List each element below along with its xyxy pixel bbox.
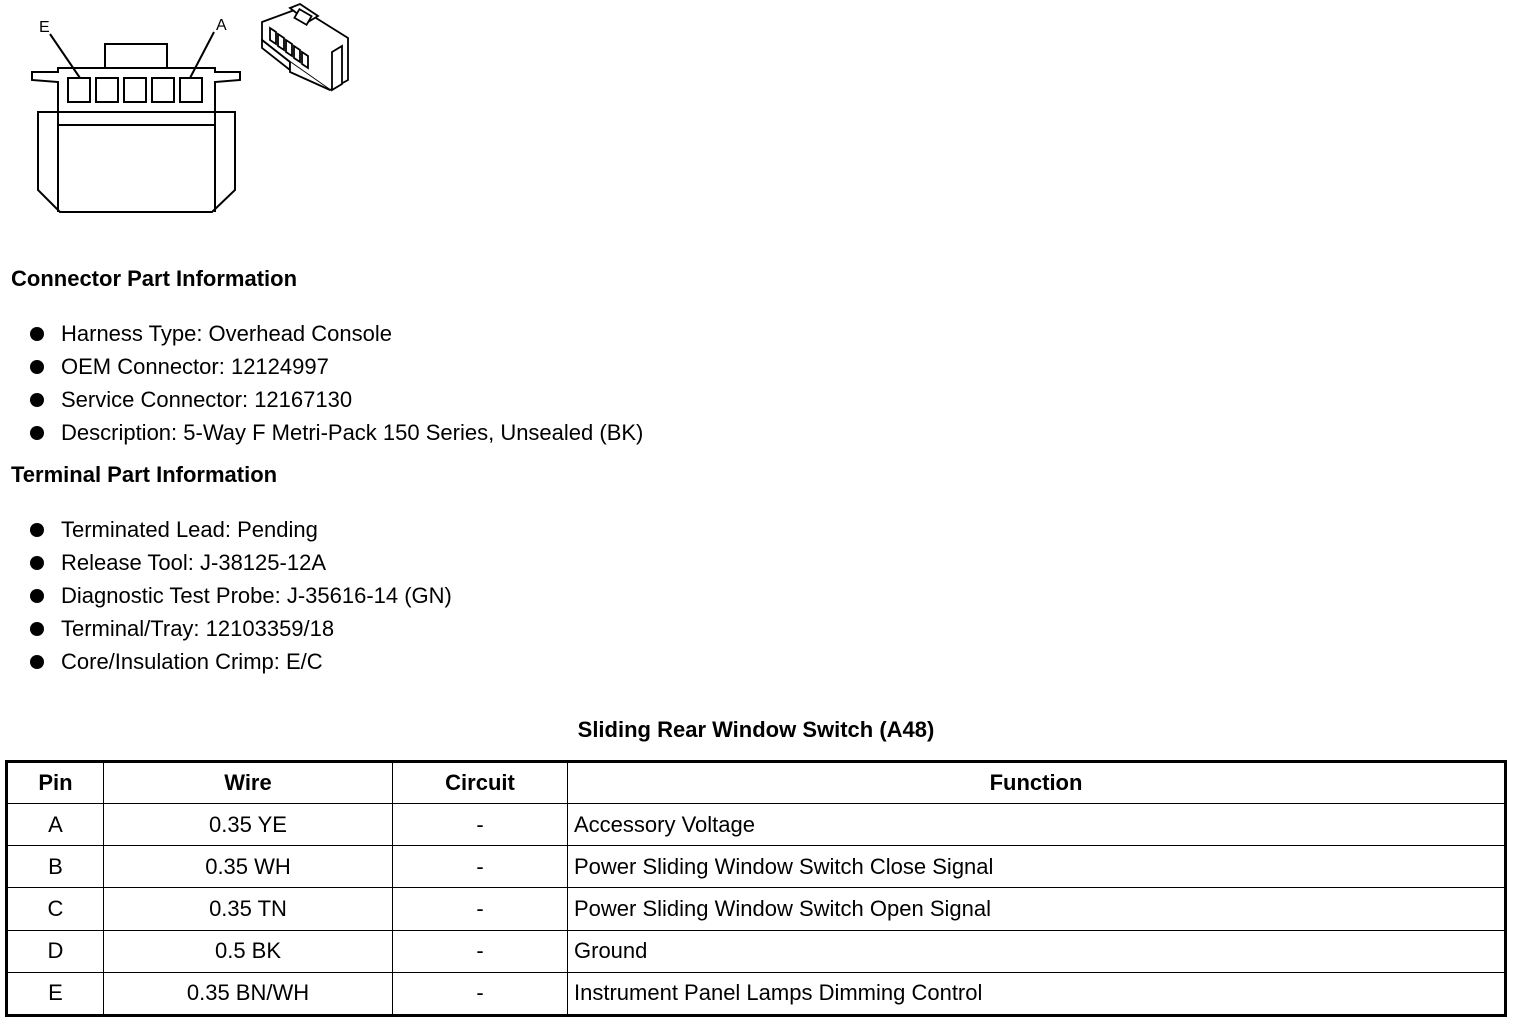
pin-e-label: E (39, 19, 50, 36)
cell-pin: B (7, 846, 104, 888)
cell-function: Instrument Panel Lamps Dimming Control (568, 972, 1506, 1015)
connector-part-list (26, 317, 643, 449)
list-item: Terminated Lead: Pending (26, 513, 452, 546)
table-row (7, 804, 1506, 846)
list-item: Terminal/Tray: 12103359/18 (26, 612, 452, 645)
list-item: Service Connector: 12167130 (26, 383, 643, 416)
table-row (7, 930, 1506, 972)
list-item: Diagnostic Test Probe: J-35616-14 (GN) (26, 579, 452, 612)
terminal-part-heading: Terminal Part Information (11, 462, 278, 487)
cell-function: Power Sliding Window Switch Open Signal (568, 888, 1506, 930)
cell-function: Accessory Voltage (568, 804, 1506, 846)
connector-part-heading: Connector Part Information (11, 266, 298, 291)
cell-wire: 0.35 BN/WH (104, 972, 393, 1015)
cell-circuit: - (393, 846, 568, 888)
cell-circuit: - (393, 930, 568, 972)
cell-circuit: - (393, 888, 568, 930)
table-header-row (7, 762, 1506, 804)
table-title: Sliding Rear Window Switch (A48) (577, 717, 935, 742)
table-row (7, 888, 1506, 930)
list-item: Release Tool: J-38125-12A (26, 546, 452, 579)
cell-pin: A (7, 804, 104, 846)
cell-function: Power Sliding Window Switch Close Signal (568, 846, 1506, 888)
list-item: Harness Type: Overhead Console (26, 317, 643, 350)
connector-isometric-icon (262, 4, 348, 90)
header-pin: Pin (7, 762, 104, 804)
list-item: Core/Insulation Crimp: E/C (26, 645, 452, 678)
cell-pin: C (7, 888, 104, 930)
table-row (7, 846, 1506, 888)
list-item: Description: 5-Way F Metri-Pack 150 Series, Unsealed (BK) (26, 416, 643, 449)
cell-wire: 0.35 YE (104, 804, 393, 846)
cell-circuit: - (393, 804, 568, 846)
cell-function: Ground (568, 930, 1506, 972)
terminal-part-list (26, 513, 452, 678)
connector-diagram (0, 0, 380, 230)
header-wire: Wire (104, 762, 393, 804)
cell-wire: 0.35 WH (104, 846, 393, 888)
pinout-table (5, 760, 1507, 1017)
list-item: OEM Connector: 12124997 (26, 350, 643, 383)
header-circuit: Circuit (393, 762, 568, 804)
pin-a-label: A (216, 17, 227, 34)
cell-wire: 0.5 BK (104, 930, 393, 972)
cell-pin: E (7, 972, 104, 1015)
header-function: Function (568, 762, 1506, 804)
cell-pin: D (7, 930, 104, 972)
table-row (7, 972, 1506, 1015)
cell-circuit: - (393, 972, 568, 1015)
cell-wire: 0.35 TN (104, 888, 393, 930)
